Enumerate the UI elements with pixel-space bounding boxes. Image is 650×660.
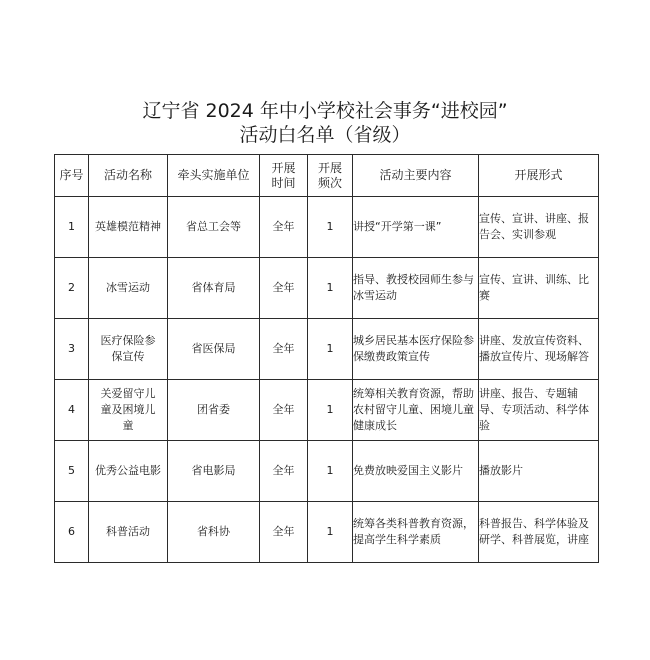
cell-no: 6 xyxy=(55,502,89,563)
cell-no: 1 xyxy=(55,197,89,258)
cell-content: 城乡居民基本医疗保险参保缴费政策宣传 xyxy=(353,319,479,380)
cell-lead-unit: 团省委 xyxy=(168,380,260,441)
cell-frequency: 1 xyxy=(308,319,353,380)
cell-form: 讲座、发放宣传资料、播放宣传片、现场解答 xyxy=(479,319,599,380)
document-title: 辽宁省 2024 年中小学校社会事务“进校园” xyxy=(142,100,508,122)
table-row xyxy=(55,319,599,380)
cell-activity: 科普活动 xyxy=(89,502,168,563)
cell-content: 免费放映爱国主义影片 xyxy=(353,441,479,502)
cell-form: 科普报告、科学体验及研学、科普展览，讲座 xyxy=(479,502,599,563)
cell-time: 全年 xyxy=(260,258,308,319)
cell-content: 讲授“开学第一课” xyxy=(353,197,479,258)
header-frequency: 开展频次 xyxy=(308,155,353,197)
cell-form: 播放影片 xyxy=(479,441,599,502)
header-time: 开展时间 xyxy=(260,155,308,197)
cell-activity: 关爱留守儿童及困境儿童 xyxy=(89,380,168,441)
cell-form: 讲座、报告、专题辅导、专项活动、科学体验 xyxy=(479,380,599,441)
cell-time: 全年 xyxy=(260,319,308,380)
table-header-row xyxy=(55,155,599,197)
header-form: 开展形式 xyxy=(479,155,599,197)
cell-lead-unit: 省体育局 xyxy=(168,258,260,319)
cell-frequency: 1 xyxy=(308,380,353,441)
header-lead-unit: 牵头实施单位 xyxy=(168,155,260,197)
cell-time: 全年 xyxy=(260,502,308,563)
table-row xyxy=(55,258,599,319)
cell-lead-unit: 省医保局 xyxy=(168,319,260,380)
header-activity: 活动名称 xyxy=(89,155,168,197)
table-row xyxy=(55,197,599,258)
document-subtitle: 活动白名单（省级） xyxy=(239,124,411,146)
cell-lead-unit: 省科协 xyxy=(168,502,260,563)
cell-activity: 冰雪运动 xyxy=(89,258,168,319)
whitelist-table xyxy=(54,154,599,563)
cell-lead-unit: 省总工会等 xyxy=(168,197,260,258)
cell-no: 2 xyxy=(55,258,89,319)
cell-time: 全年 xyxy=(260,197,308,258)
cell-form: 宣传、宣讲、讲座、报告会、实训参观 xyxy=(479,197,599,258)
cell-lead-unit: 省电影局 xyxy=(168,441,260,502)
cell-activity: 医疗保险参保宣传 xyxy=(89,319,168,380)
cell-activity: 英雄模范精神 xyxy=(89,197,168,258)
cell-frequency: 1 xyxy=(308,258,353,319)
cell-frequency: 1 xyxy=(308,197,353,258)
table-row xyxy=(55,502,599,563)
cell-content: 指导、教授校园师生参与冰雪运动 xyxy=(353,258,479,319)
cell-content: 统筹各类科普教育资源，提高学生科学素质 xyxy=(353,502,479,563)
cell-frequency: 1 xyxy=(308,441,353,502)
table-row xyxy=(55,380,599,441)
cell-activity: 优秀公益电影 xyxy=(89,441,168,502)
cell-content: 统筹相关教育资源，帮助农村留守儿童、困境儿童健康成长 xyxy=(353,380,479,441)
cell-frequency: 1 xyxy=(308,502,353,563)
header-no: 序号 xyxy=(55,155,89,197)
cell-form: 宣传、宣讲、训练、比赛 xyxy=(479,258,599,319)
cell-time: 全年 xyxy=(260,441,308,502)
table-row xyxy=(55,441,599,502)
header-content: 活动主要内容 xyxy=(353,155,479,197)
cell-time: 全年 xyxy=(260,380,308,441)
cell-no: 3 xyxy=(55,319,89,380)
cell-no: 4 xyxy=(55,380,89,441)
cell-no: 5 xyxy=(55,441,89,502)
